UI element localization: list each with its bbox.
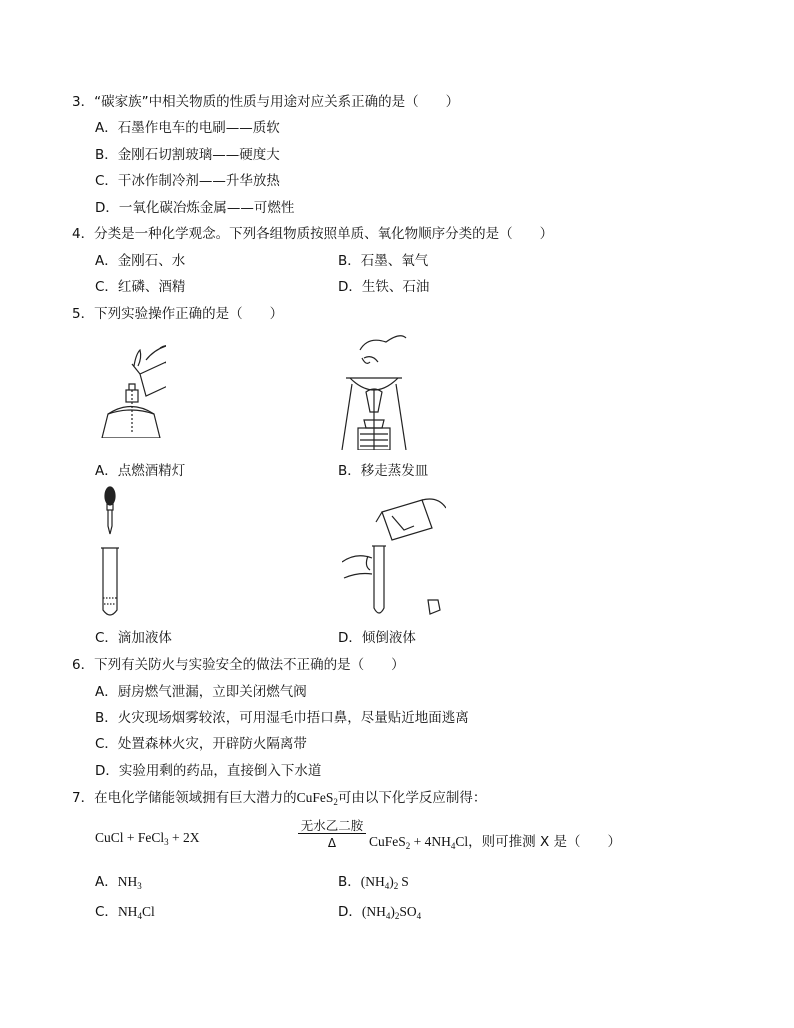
q3-option-d: D．一氧化碳冶炼金属——可燃性 xyxy=(95,200,295,216)
question-4-stem: 4．分类是一种化学观念。下列各组物质按照单质、氧化物顺序分类的是（ ） xyxy=(72,226,554,242)
q7-option-a: A．$NH_3$ xyxy=(95,874,142,891)
q5-option-c: C．滴加液体 xyxy=(95,630,172,646)
reaction-condition: 无水乙二胺 Δ xyxy=(297,816,367,850)
q5-option-d: D．倾倒液体 xyxy=(338,630,416,646)
q6-option-a: A．厨房燃气泄漏，立即关闭燃气阀 xyxy=(95,684,307,700)
q3-option-c: C．干冰作制冷剂——升华放热 xyxy=(95,173,280,189)
q4-option-d: D．生铁、石油 xyxy=(338,279,430,295)
q3-option-a: A．石墨作电车的电刷——质软 xyxy=(95,120,280,136)
question-7-stem: 7．在电化学储能领域拥有巨大潜力的CuFeS$_2$可由以下化学反应制得： xyxy=(72,790,487,807)
alcohol-lamp-lighting-illustration xyxy=(96,344,166,438)
evaporating-dish-illustration xyxy=(338,332,410,450)
question-6-stem: 6．下列有关防火与实验安全的做法不正确的是（ ） xyxy=(72,657,405,673)
q4-option-a: A．金刚石、水 xyxy=(95,253,186,269)
question-5-stem: 5．下列实验操作正确的是（ ） xyxy=(72,306,284,322)
q4-option-b: B．石墨、氧气 xyxy=(338,253,429,269)
pouring-liquid-illustration xyxy=(342,496,446,620)
dropper-and-test-tube-illustration xyxy=(95,486,125,620)
q3-option-b: B．金刚石切割玻璃——硬度大 xyxy=(95,147,280,163)
q7-option-c: C．$NH_4Cl$ xyxy=(95,904,155,921)
q6-option-c: C．处置森林火灾，开辟防火隔离带 xyxy=(95,736,307,752)
q6-option-b: B．火灾现场烟雾较浓，可用湿毛巾捂口鼻，尽量贴近地面逃离 xyxy=(95,710,469,726)
q7-option-b: B．$(NH_4)_2$ S xyxy=(338,874,409,891)
q5-option-a: A．点燃酒精灯 xyxy=(95,463,186,479)
q7-option-d: D．$(NH_4)_2SO_4$ xyxy=(338,904,422,921)
q4-option-c: C．红磷、酒精 xyxy=(95,279,186,295)
q5-option-b: B．移走蒸发皿 xyxy=(338,463,429,479)
q6-option-d: D．实验用剩的药品，直接倒入下水道 xyxy=(95,763,322,779)
question-3-stem: 3．“碳家族”中相关物质的性质与用途对应关系正确的是（ ） xyxy=(72,94,460,110)
